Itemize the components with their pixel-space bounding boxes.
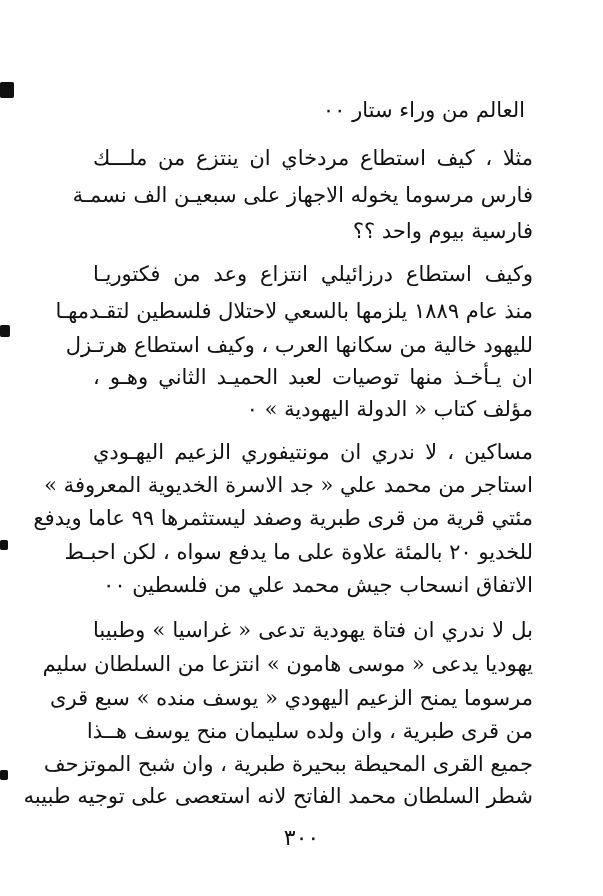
scan-mark: [0, 82, 14, 98]
text-line: لليهود خالية من سكانها العرب ، وكيف استطاع هرتـزل: [65, 333, 533, 357]
page-number: ٣٠٠: [283, 826, 320, 851]
text-line: فارس مرسوما يخوله الاجهاز على سبعيـن الف نسمـة: [72, 183, 533, 207]
text-line: يهوديا يدعى « موسى هامون » انتزعا من السلطان سليم: [42, 652, 533, 676]
text-line: وكيف استطاع درزائيلي انتزاع وعد من فكتوريـا: [93, 262, 533, 286]
running-header: العالم من وراء ستار ٠٠: [322, 98, 525, 122]
scan-mark: [0, 770, 8, 780]
text-line: الاتفاق انسحاب جيش محمد علي من فلسطين ٠٠: [103, 573, 533, 597]
text-line: شطر السلطان محمد الفاتح لانه استعصى على توجيه طبيبه: [23, 784, 533, 808]
text-line: مئتي قرية من قرى طبرية وصفد ليستثمرها ٩٩ عاما ويدفع: [33, 506, 533, 530]
text-line: مساكين ، لا ندري ان مونتيفوري الزعيم اليهـودي: [93, 440, 533, 464]
text-line: منذ عام ١٨٨٩ يلزمها بالسعي لاحتلال فلسطين لتقـدمهـا: [55, 299, 533, 323]
text-line: للخديو ٢٠ بالمئة علاوة على ما يدفع سواه ، لكن احبـط: [64, 540, 533, 564]
text-line: ان يـأخـذ منها توصيات لعبد الحميـد الثاني وهـو ،: [93, 365, 533, 389]
text-line: مثلا ، كيف استطاع مردخاي ان ينتزع من ملـــك: [93, 146, 533, 170]
scan-mark: [0, 325, 10, 337]
text-line: استاجر من محمد علي « جد الاسرة الخديوية المعروفة »: [44, 473, 533, 497]
text-line: مرسوما يمنح الزعيم اليهودي « يوسف منده » سبع قرى: [50, 686, 533, 710]
text-line: بل لا ندري ان فتاة يهودية تدعى « غراسيا » وطبيبا: [93, 618, 533, 642]
text-line: فارسية بيوم واحد ؟؟: [352, 219, 533, 243]
scan-mark: [0, 540, 8, 550]
text-line: مؤلف كتاب « الدولة اليهودية » ٠: [246, 397, 533, 421]
text-line: من قرى طبرية ، وان ولده سليمان منح يوسف هــذا: [86, 719, 533, 743]
text-line: جميع القرى المحيطة ببحيرة طبرية ، وان شبح الموتزحف: [43, 752, 533, 776]
